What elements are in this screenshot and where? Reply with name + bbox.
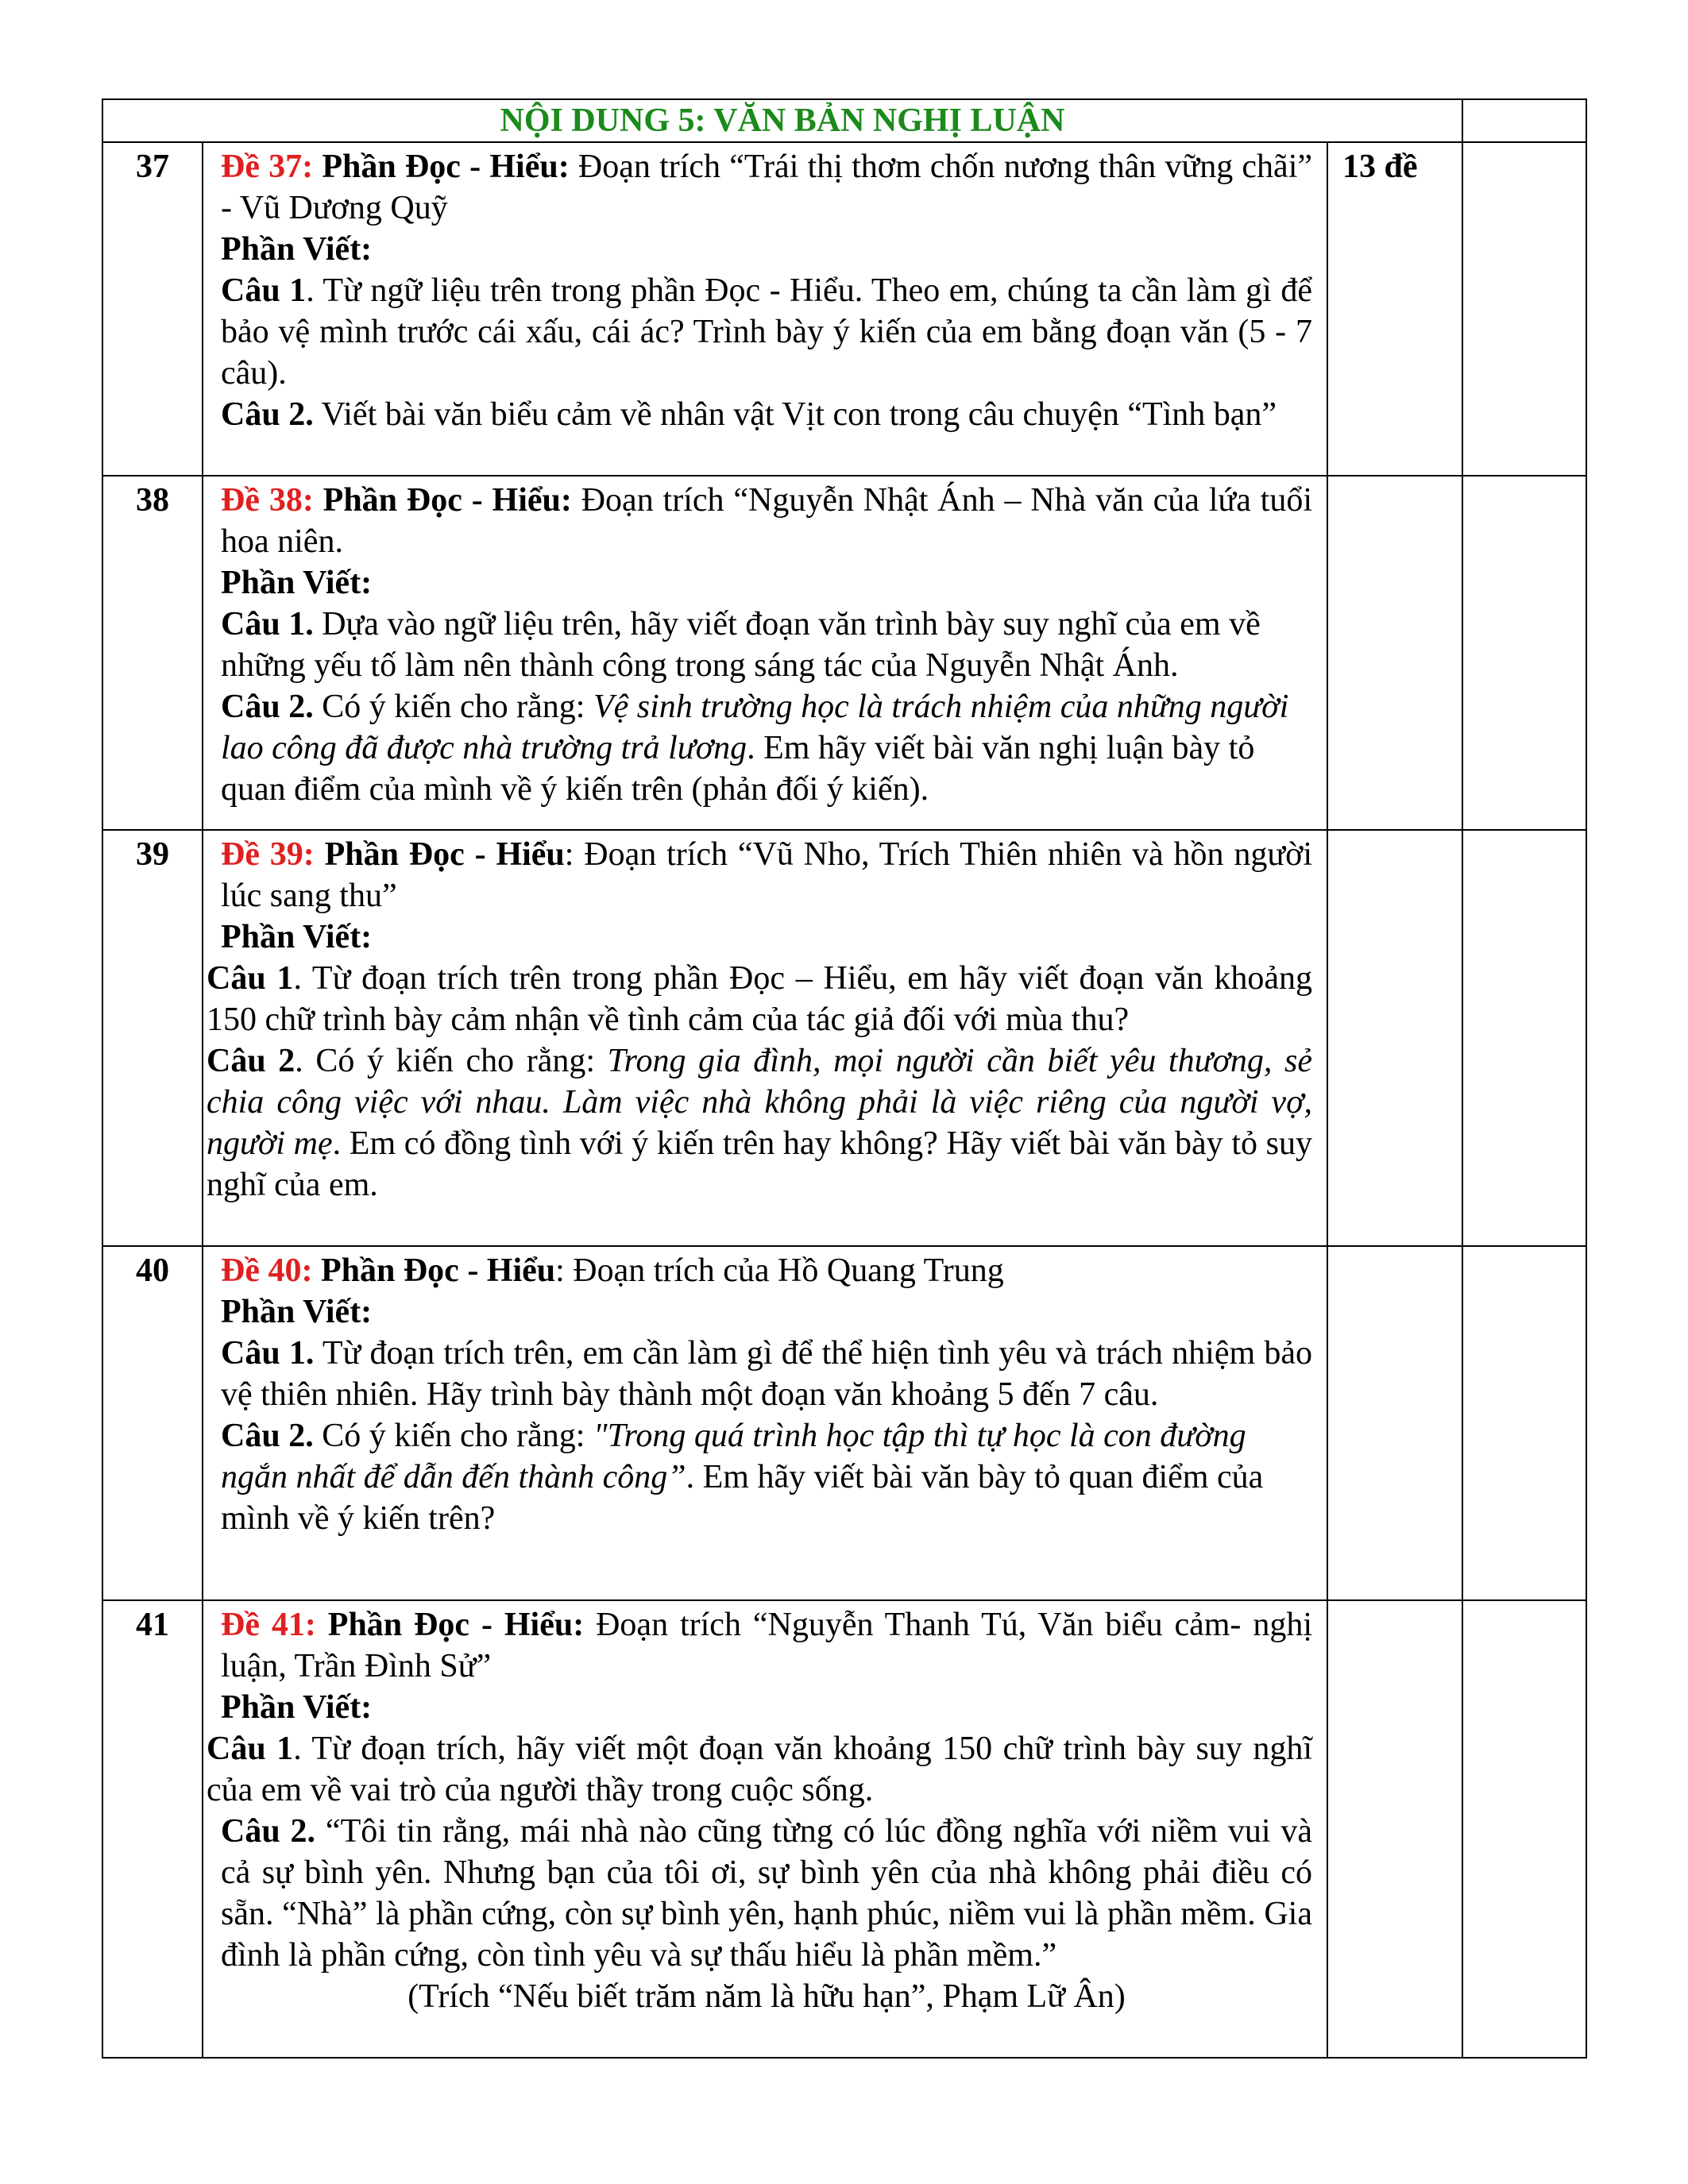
question-1-text: Dựa vào ngữ liệu trên, hãy viết đoạn văn trình bày suy nghĩ của em về những yếu tố làm nên thành công trong sáng tác của Nguyễn Nhật Ánh. xyxy=(221,606,1261,684)
question-2-text: Viết bài văn biểu cảm về nhân vật Vịt con trong câu chuyện “Tình bạn” xyxy=(313,396,1277,433)
writing-label: Phần Viết: xyxy=(221,565,373,601)
reading-line xyxy=(221,1604,1312,1687)
empty-cell xyxy=(1462,476,1586,830)
exam-table xyxy=(102,98,1587,2059)
question-2-label: Câu 2 xyxy=(207,1043,295,1079)
citation: (Trích “Nếu biết trăm năm là hữu hạn”, Phạm Lữ Ân) xyxy=(408,1978,1126,2015)
reading-line xyxy=(221,480,1312,562)
question-1-label: Câu 1 xyxy=(207,960,294,997)
question-2-quote: Trong gia đình, mọi người cần biết yêu thương, sẻ chia công việc với nhau. Làm việc nhà không phải là việc riêng của người vợ, người mẹ xyxy=(207,1043,1312,1162)
question-1-text: . Từ đoạn trích, hãy viết một đoạn văn khoảng 150 chữ trình bày suy nghĩ của em về vai trò của người thầy trong cuộc sống. xyxy=(207,1731,1312,1808)
writing-label: Phần Viết: xyxy=(221,1294,373,1330)
question-2-line-3: mình về ý kiến trên? xyxy=(221,1500,496,1537)
row-number: 38 xyxy=(102,476,203,830)
reading-text: Đoạn trích “Trái thị thơm chốn nương thân vững chãi” - Vũ Dương Quỹ xyxy=(221,149,1313,226)
reading-label: Phần Đọc - Hiểu xyxy=(324,836,565,873)
row-number: 37 xyxy=(102,142,203,476)
question-1 xyxy=(221,1333,1312,1415)
exam-content xyxy=(203,1600,1327,2058)
empty-cell xyxy=(1462,830,1586,1246)
reading-text: : Đoạn trích “Vũ Nho, Trích Thiên nhiên và hồn người lúc sang thu” xyxy=(221,836,1312,914)
question-1-label: Câu 1 xyxy=(221,272,307,309)
question-2-line-1 xyxy=(221,1415,1312,1457)
reading-text: : Đoạn trích của Hồ Quang Trung xyxy=(555,1252,1004,1289)
question-2-label: Câu 2. xyxy=(221,396,314,433)
question-1-text: . Từ ngữ liệu trên trong phần Đọc - Hiểu. Theo em, chúng ta cần làm gì để bảo vệ mình trước cái xấu, cái ác? Trình bày ý kiến của em bằng đoạn văn (5 - 7 câu). xyxy=(221,272,1312,392)
exam-label: Đề 41: xyxy=(221,1607,316,1643)
exam-count: 13 đề xyxy=(1327,142,1462,476)
writing-label: Phần Viết: xyxy=(221,1689,373,1726)
question-2-label: Câu 2. xyxy=(221,1418,314,1454)
question-2-quote-1: "Trong quá trình học tập thì tự học là con đường xyxy=(593,1418,1246,1454)
exam-label: Đề 37: xyxy=(221,149,314,185)
reading-text: Đoạn trích “Nguyễn Nhật Ánh – Nhà văn của lứa tuổi hoa niên. xyxy=(221,482,1313,560)
exam-label: Đề 38: xyxy=(221,482,314,519)
empty-cell xyxy=(1327,1600,1462,2058)
question-1 xyxy=(207,958,1312,1040)
question-2-label: Câu 2. xyxy=(221,689,314,725)
table-row xyxy=(102,1600,1586,2058)
exam-content xyxy=(203,142,1327,476)
table-row xyxy=(102,476,1586,830)
question-1 xyxy=(221,604,1312,686)
question-2-quote-2: ngắn nhất để dẫn đến thành công” xyxy=(221,1459,686,1495)
table-row xyxy=(102,142,1586,476)
question-1 xyxy=(221,270,1312,394)
writing-label: Phần Viết: xyxy=(221,231,373,268)
section-title: NỘI DUNG 5: VĂN BẢN NGHỊ LUẬN xyxy=(102,99,1462,142)
question-1-label: Câu 1. xyxy=(221,1335,315,1372)
question-1-text: . Từ đoạn trích trên trong phần Đọc – Hiểu, em hãy viết đoạn văn khoảng 150 chữ trình bày cảm nhận về tình cảm của tác giả đối với mùa thu? xyxy=(207,960,1312,1038)
question-2-text-b: . Em hãy viết bài văn nghị luận bày tỏ quan điểm của mình về ý kiến trên (phản đối ý kiến). xyxy=(221,730,1255,808)
question-2-quote: Vệ sinh trường học là trách nhiệm của những người lao công đã được nhà trường trả lương xyxy=(221,689,1289,766)
reading-label: Phần Đọc - Hiểu: xyxy=(327,1607,585,1643)
row-number: 41 xyxy=(102,1600,203,2058)
exam-content xyxy=(203,830,1327,1246)
row-number: 40 xyxy=(102,1246,203,1600)
reading-line xyxy=(221,146,1312,229)
reading-text: Đoạn trích “Nguyễn Thanh Tú, Văn biểu cảm- nghị luận, Trần Đình Sử” xyxy=(221,1607,1313,1684)
exam-label: Đề 39: xyxy=(221,836,315,873)
question-2 xyxy=(207,1040,1312,1206)
empty-cell xyxy=(1462,142,1586,476)
exam-label: Đề 40: xyxy=(221,1252,313,1289)
question-2-text-b: . Em hãy viết bài văn bày tỏ quan điểm của xyxy=(686,1459,1264,1495)
question-2-text-b: . Em có đồng tình với ý kiến trên hay không? Hãy viết bài văn bày tỏ suy nghĩ của em. xyxy=(207,1125,1312,1203)
header-empty-cell xyxy=(1462,99,1586,142)
question-2-line-2 xyxy=(221,1457,1312,1498)
question-2-label: Câu 2. xyxy=(221,1813,316,1850)
header-row xyxy=(102,99,1586,142)
reading-line xyxy=(221,834,1312,916)
reading-line xyxy=(221,1250,1312,1291)
empty-cell xyxy=(1462,1246,1586,1600)
reading-label: Phần Đọc - Hiểu: xyxy=(323,482,572,519)
question-2 xyxy=(221,1811,1312,1976)
question-2-text-a: . Có ý kiến cho rằng: xyxy=(295,1043,608,1079)
empty-cell xyxy=(1462,1600,1586,2058)
reading-label: Phần Đọc - Hiểu: xyxy=(322,149,570,185)
table-row xyxy=(102,1246,1586,1600)
question-1 xyxy=(207,1728,1312,1811)
empty-cell xyxy=(1327,830,1462,1246)
exam-content xyxy=(203,1246,1327,1600)
question-2 xyxy=(221,394,1312,435)
question-2-text-a: Có ý kiến cho rằng: xyxy=(313,1418,593,1454)
question-2 xyxy=(221,686,1312,810)
question-1-text: Từ đoạn trích trên, em cần làm gì để thể hiện tình yêu và trách nhiệm bảo vệ thiên nhiên. Hãy trình bày thành một đoạn văn khoảng 5 đến 7 câu. xyxy=(221,1335,1312,1413)
empty-cell xyxy=(1327,1246,1462,1600)
row-number: 39 xyxy=(102,830,203,1246)
table-row xyxy=(102,830,1586,1246)
exam-content xyxy=(203,476,1327,830)
writing-label: Phần Viết: xyxy=(221,919,373,955)
question-2-text: “Tôi tin rằng, mái nhà nào cũng từng có lúc đồng nghĩa với niềm vui và cả sự bình yên. Nhưng bạn của tôi ơi, sự bình yên của nhà không phải điều có sẵn. “Nhà” là phần cứng, còn sự bình yên, hạnh phúc, niềm vui là phần mềm. Gia đình là phần cứng, còn tình yêu và sự thấu hiểu là phần mềm.” xyxy=(221,1813,1312,1974)
question-1-label: Câu 1 xyxy=(207,1731,294,1767)
empty-cell xyxy=(1327,476,1462,830)
question-2-text-a: Có ý kiến cho rằng: xyxy=(313,689,593,725)
reading-label: Phần Đọc - Hiểu xyxy=(320,1252,556,1289)
question-1-label: Câu 1. xyxy=(221,606,314,642)
